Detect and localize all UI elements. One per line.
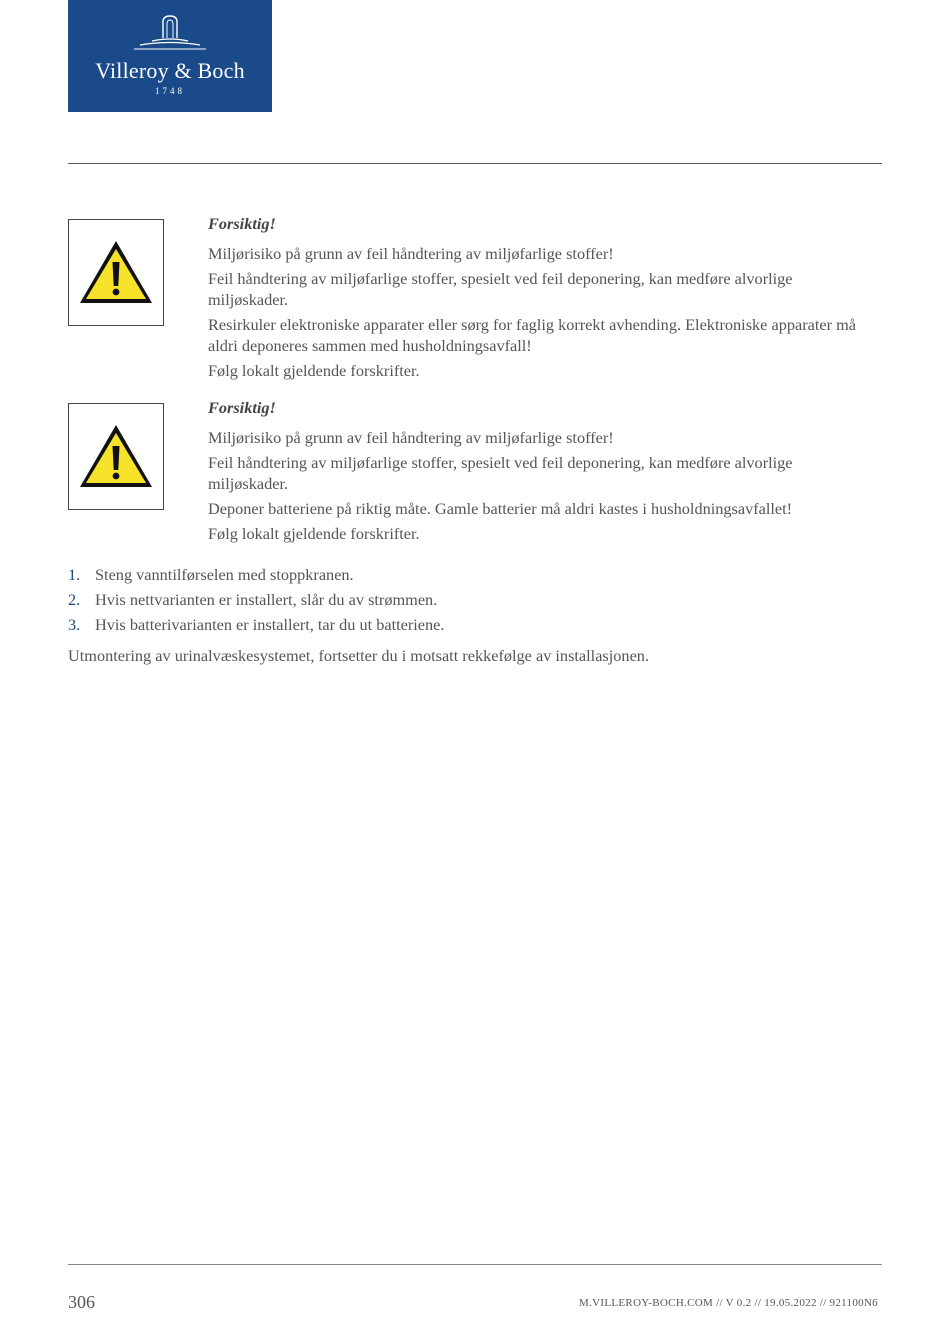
fountain-logo-icon [68,0,272,60]
step-number: 1. [68,565,81,584]
brand-name: Villeroy & Boch [95,58,245,83]
step-text: Hvis nettvarianten er installert, slår du av strømmen. [95,590,438,609]
warning-line: Resirkuler elektroniske apparater eller sørg for faglig korrekt avhending. Elektroniske apparater må aldri deponeres sammen med husholdningsavfall! [208,315,856,355]
warning-triangle-icon [78,238,154,306]
warning-line: Feil håndtering av miljøfarlige stoffer, spesielt ved feil deponering, kan medføre alvorlige miljøskader. [208,269,793,309]
step-number: 3. [68,615,81,634]
warning-icon-box [68,403,164,510]
step-text: Hvis batterivarianten er installert, tar du ut batteriene. [95,615,445,634]
list-item [68,589,882,610]
warning-line: Følg lokalt gjeldende forskrifter. [208,361,420,380]
warning-line: Følg lokalt gjeldende forskrifter. [208,524,420,543]
step-list [68,564,882,639]
list-item [68,614,882,635]
page-number: 306 [68,1292,95,1312]
warning-icon-box [68,219,164,326]
brand-year: 1748 [155,86,185,96]
step-text: Steng vanntilførselen med stoppkranen. [95,565,354,584]
list-item [68,564,882,585]
warning-line: Deponer batteriene på riktig måte. Gamle batterier må aldri kastes i husholdningsavfallet! [208,499,793,518]
header-divider [68,163,882,164]
warning-heading: Forsiktig! [208,214,276,233]
warning-line: Miljørisiko på grunn av feil håndtering av miljøfarlige stoffer! [208,244,614,263]
warning-line: Feil håndtering av miljøfarlige stoffer, spesielt ved feil deponering, kan medføre alvorlige miljøskader. [208,453,793,493]
warning-triangle-icon [78,422,154,490]
step-number: 2. [68,590,81,609]
footer-divider [68,1264,882,1265]
warning-heading: Forsiktig! [208,398,276,417]
brand-logo [68,0,272,112]
warning-line: Miljørisiko på grunn av feil håndtering av miljøfarlige stoffer! [208,428,614,447]
footer-meta: M.VILLEROY-BOCH.COM // V 0.2 // 19.05.2022 // 921100N6 [579,1297,878,1309]
closing-note: Utmontering av urinalvæskesystemet, fortsetter du i motsatt rekkefølge av installasjonen. [68,646,650,665]
